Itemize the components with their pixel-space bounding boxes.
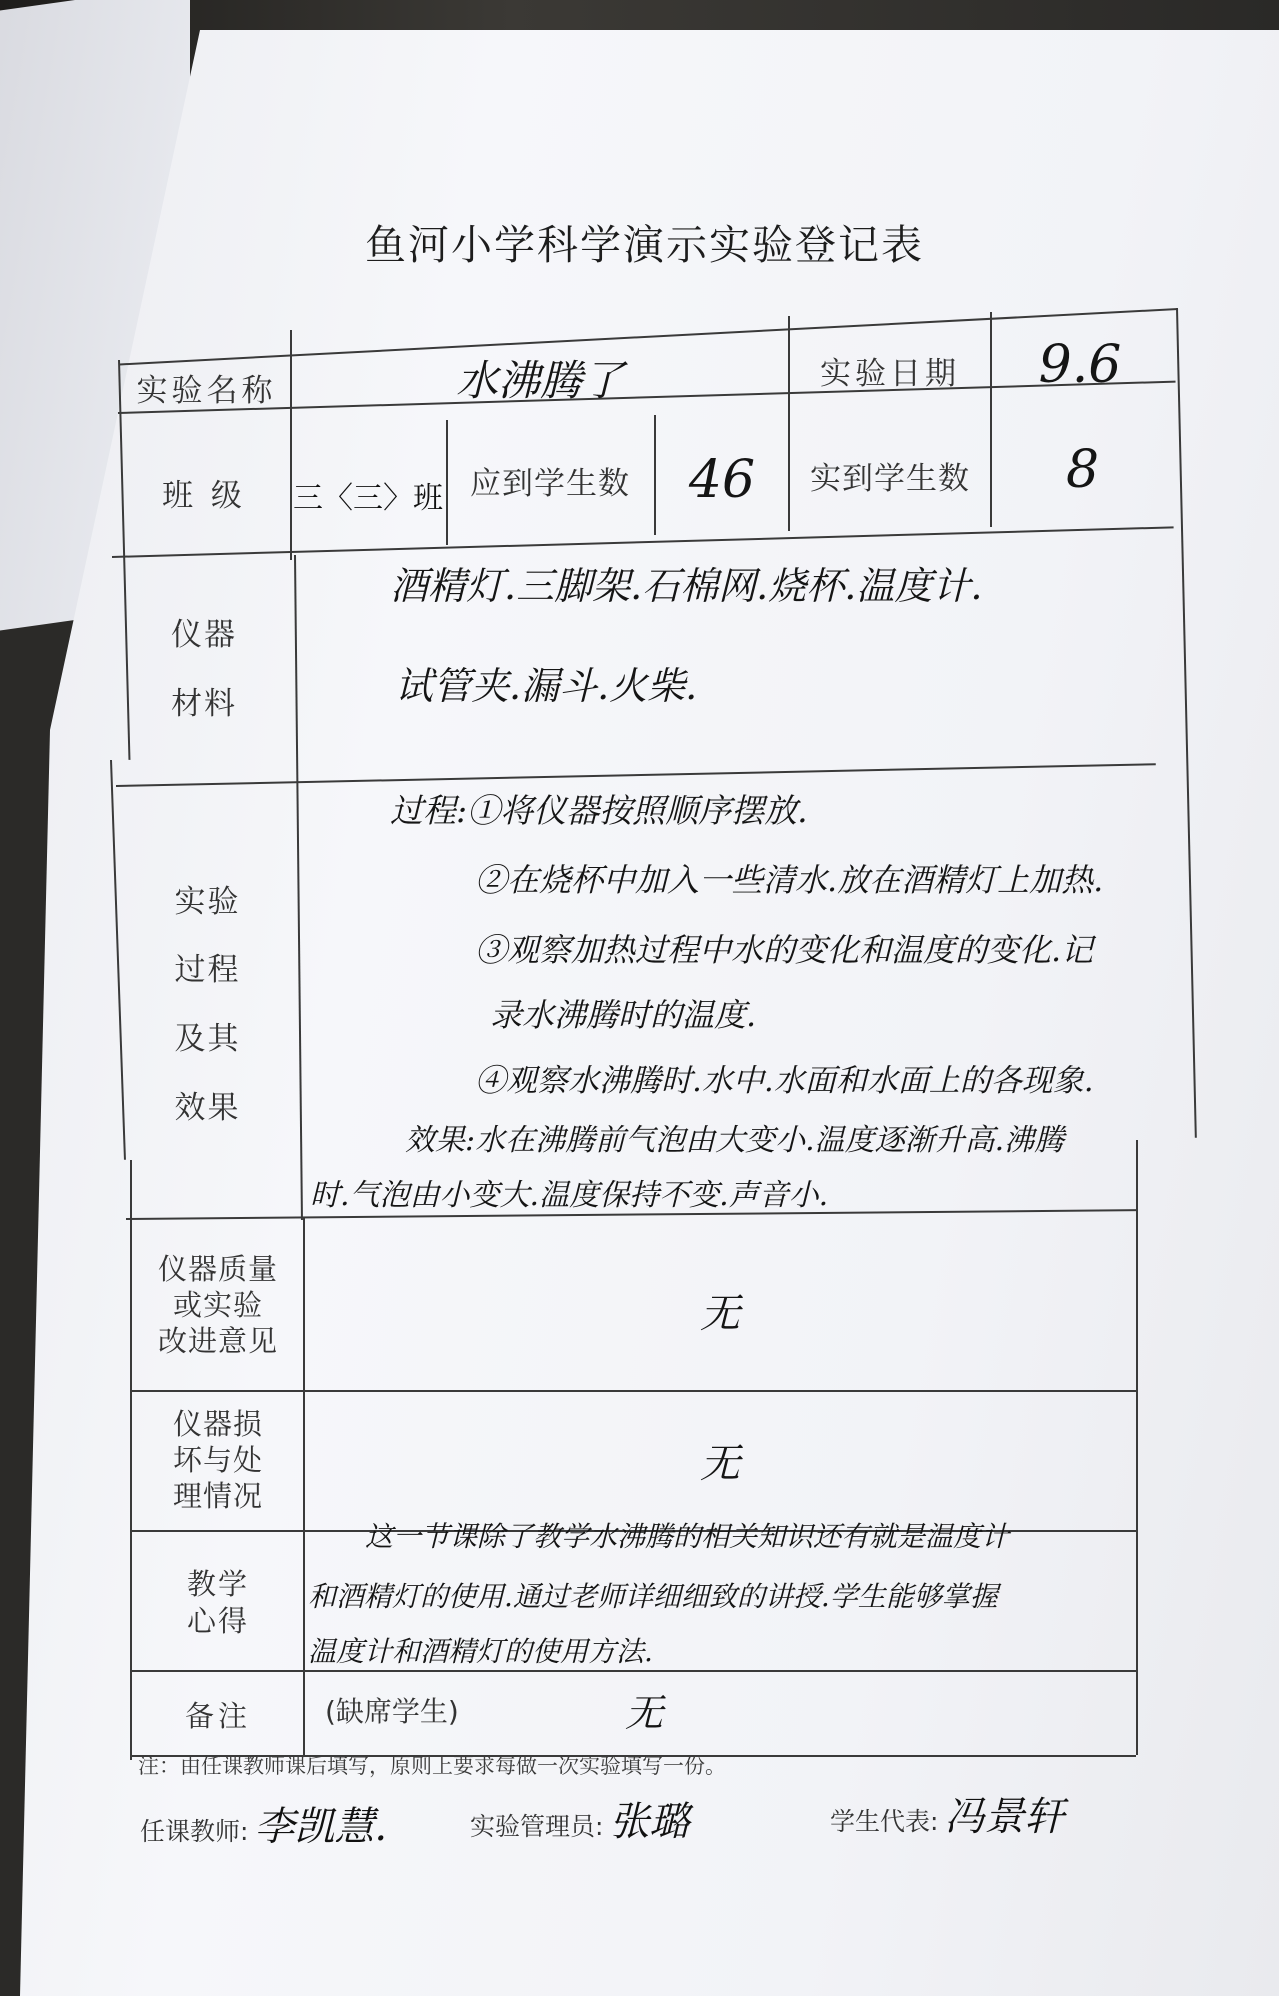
teacher-label: 任课教师: <box>140 1817 249 1846</box>
reflection-label-line-1: 教学 <box>186 1567 249 1602</box>
process-line-2: ②在烧杯中加入一些清水.放在酒精灯上加热. <box>475 861 1104 899</box>
process-label-line-1: 实验 <box>174 883 241 920</box>
process-line-3: ③观察加热过程中水的变化和温度的变化.记 <box>475 931 1094 969</box>
actual-students-value: 8 <box>1065 440 1100 500</box>
teacher-name: 李凯慧. <box>254 1804 388 1850</box>
remarks-label: 备注 <box>184 1698 251 1733</box>
form-title: 鱼河小学科学演示实验登记表 <box>365 221 924 269</box>
process-label-line-3: 及其 <box>174 1021 241 1057</box>
col-line-d <box>446 420 448 545</box>
border-right-2 <box>1136 1140 1138 1755</box>
teacher-signature <box>140 1795 387 1852</box>
reflection-line-1: 这一节课除了教学水沸腾的相关知识还有就是温度计 <box>365 1520 1010 1553</box>
quality-label <box>135 1225 301 1385</box>
quality-value: 无 <box>700 1290 740 1337</box>
quality-label-line-3: 改进意见 <box>157 1324 278 1359</box>
experiment-name-label: 实验名称 <box>136 373 277 409</box>
remarks-value: 无 <box>625 1691 664 1735</box>
student-signature <box>830 1785 1064 1842</box>
remarks-sub-label: (缺席学生) <box>325 1695 459 1728</box>
reflection-label-line-2: 心得 <box>186 1603 249 1638</box>
reflection-line-2: 和酒精灯的使用.通过老师详细细致的讲授.学生能够掌握 <box>308 1580 998 1613</box>
quality-label-line-1: 仪器质量 <box>157 1251 278 1286</box>
manager-label: 实验管理员: <box>470 1812 604 1841</box>
row-line-7 <box>130 1670 1136 1672</box>
process-line-7: 时.气泡由小变大.温度保持不变.声音小. <box>310 1178 829 1213</box>
reflection-label <box>135 1540 301 1665</box>
expected-students-label: 应到学生数 <box>470 465 630 502</box>
damage-label <box>135 1395 301 1525</box>
row-line-5 <box>130 1390 1136 1392</box>
actual-students-label: 实到学生数 <box>810 460 970 497</box>
border-right-1 <box>1176 308 1197 1138</box>
process-line-6: 效果:水在沸腾前气泡由大变小.温度逐渐升高.沸腾 <box>405 1123 1065 1158</box>
class-label: 班 级 <box>162 478 246 514</box>
col-line-g <box>990 312 992 527</box>
experiment-name-value: 水沸腾了 <box>455 355 624 405</box>
process-line-1: 过程:①将仪器按照顺序摆放. <box>390 791 808 830</box>
materials-label <box>118 570 290 770</box>
expected-students-value: 46 <box>688 450 756 510</box>
process-label-line-2: 过程 <box>174 952 241 989</box>
col-line-b <box>294 555 303 1220</box>
damage-label-line-1: 仪器损 <box>172 1406 263 1441</box>
student-name: 冯景轩 <box>944 1794 1065 1840</box>
damage-label-line-3: 理情况 <box>172 1479 263 1514</box>
process-line-4: 录水沸腾时的温度. <box>490 996 757 1034</box>
student-label: 学生代表: <box>830 1807 939 1836</box>
date-value: 9.6 <box>1038 335 1122 395</box>
damage-label-line-2: 坏与处 <box>172 1442 263 1477</box>
manager-signature <box>470 1790 689 1847</box>
class-value: 三〈三〉班 <box>293 481 443 516</box>
footer-note: 注：由任课教师课后填写，原则上要求每做一次实验填写一份。 <box>138 1754 726 1778</box>
materials-line-2: 试管夹.漏斗.火柴. <box>395 664 698 708</box>
col-line-f <box>788 316 790 531</box>
col-line-e <box>654 415 656 535</box>
quality-label-line-2: 或实验 <box>172 1287 263 1322</box>
process-label-line-4: 效果 <box>174 1089 241 1126</box>
materials-line-1: 酒精灯.三脚架.石棉网.烧杯.温度计. <box>390 564 983 608</box>
manager-name: 张璐 <box>609 1799 690 1845</box>
col-line-a <box>290 330 292 560</box>
process-line-5: ④观察水沸腾时.水中.水面和水面上的各现象. <box>475 1063 1094 1099</box>
materials-label-line-2: 材料 <box>171 686 237 722</box>
damage-value: 无 <box>700 1440 740 1487</box>
materials-label-line-1: 仪器 <box>171 617 237 654</box>
date-label: 实验日期 <box>820 355 960 392</box>
process-label <box>120 860 295 1150</box>
reflection-line-3: 温度计和酒精灯的使用方法. <box>308 1635 653 1668</box>
